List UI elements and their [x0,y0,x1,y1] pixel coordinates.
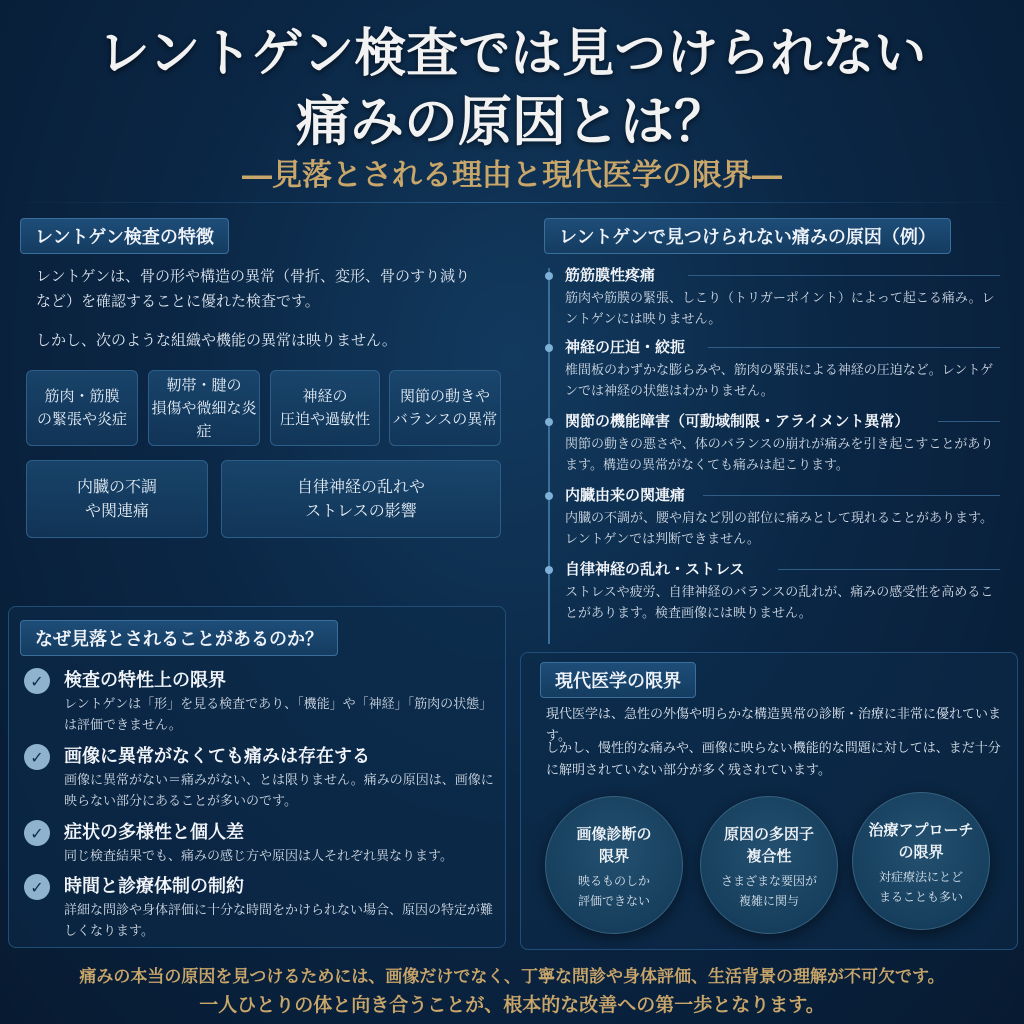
features-note: しかし、次のような組織や機能の異常は映りません。 [36,331,397,349]
bullet-icon [545,344,553,352]
limit-circle-title: 原因の多因子 複合性 [723,825,814,865]
page-title-line-2: 痛みの原因とは？ [296,89,728,153]
footer-line-1: 痛みの本当の原因を見つけるためには、画像だけでなく、丁寧な問診や身体評価、生活背景の理解が不可欠です。 [79,967,945,987]
bullet-icon [545,418,553,426]
causes-timeline [548,268,550,644]
cause-body: 関節の動きの悪さや、体のバランスの崩れが痛みを引き起こすことがあります。構造の異常がなくても痛みは起こります。 [565,437,994,473]
limits-label: 現代医学の限界 [540,662,696,698]
cause-title: 筋筋膜性疼痛 [565,266,656,284]
limit-circle-treatment [852,792,990,930]
cause-title: 内臓由来の関連痛 [565,486,686,504]
check-icon: ✓ [24,874,50,900]
divider [688,275,1000,276]
reason-title: 画像に異常がなくても痛みは存在する [64,746,370,767]
cause-title: 神経の圧迫・絞扼 [565,338,686,356]
divider [703,495,1000,496]
tissue-card-nerve: 神経の 圧迫や過敏性 [270,370,380,446]
cause-body: 筋肉や筋膜の緊張、しこり（トリガーポイント）によって起こる痛み。レントゲンには映りません。 [565,291,995,327]
reasons-label: なぜ見落とされることがあるのか？ [20,620,338,656]
check-icon: ✓ [24,668,50,694]
limit-circle-body: 対症療法にとど まることも多い [878,870,963,904]
limit-circle-title: 治療アプローチ の限界 [868,821,974,861]
cause-body: 椎間板のわずかな膨らみや、筋肉の緊張による神経の圧迫など。レントゲンでは神経の状態はわかりません。 [565,363,994,399]
page-title-line-1: レントゲン検査では見つけられない [97,23,927,84]
cause-body: ストレスや疲労、自律神経のバランスの乱れが、痛みの感受性を高めることがあります。検査画像には映りません。 [565,585,994,621]
divider [778,569,1000,570]
limit-circle-title: 画像診断の 限界 [576,825,652,865]
cause-title: 関節の機能障害（可動域制限・アライメント異常） [565,412,910,430]
reason-body: 同じ検査結果でも、痛みの感じ方や原因は人それぞれ異なります。 [64,849,453,864]
limit-circle-imaging [545,796,683,934]
causes-label: レントゲンで見つけられない痛みの原因（例） [544,218,951,254]
footer-line-2: 一人ひとりの体と向き合うことが、根本的な改善への第一歩となります。 [199,994,825,1016]
cause-body: 内臓の不調が、腰や肩など別の部位に痛みとして現れることがあります。レントゲンでは判断できません。 [565,511,993,547]
limit-circle-body: 映るものしか 評価できない [577,874,650,908]
cause-title: 自律神経の乱れ・ストレス [565,560,745,578]
check-icon: ✓ [24,744,50,770]
limits-paragraph-1: 現代医学は、急性の外傷や明らかな構造異常の診断・治療に非常に優れています。 [546,707,1002,744]
limit-circle-multifactor [700,796,838,934]
divider [708,347,1000,348]
features-label: レントゲン検査の特徴 [20,218,229,254]
divider [938,421,1000,422]
bullet-icon [545,272,553,280]
reason-body: 詳細な問診や身体評価に十分な時間をかけられない場合、原因の特定が難しくなります。 [64,903,494,939]
tissue-card-autonomic: 自律神経の乱れや ストレスの影響 [221,460,501,538]
bullet-icon [545,492,553,500]
tissue-card-ligament: 靭帯・腱の 損傷や微細な炎症 [148,370,260,446]
tissue-card-muscle: 筋肉・筋膜 の緊張や炎症 [26,370,138,446]
limit-circle-body: さまざまな要因が 複雑に関与 [720,874,817,908]
features-intro: レントゲンは、骨の形や構造の異常（骨折、変形、骨のすり減りなど）を確認することに優れた検査です。 [36,267,471,310]
header-divider [0,202,1024,203]
reason-body: レントゲンは「形」を見る検査であり、「機能」や「神経」「筋肉の状態」は評価できません。 [64,697,493,733]
limits-paragraph-2: しかし、慢性的な痛みや、画像に映らない機能的な問題に対しては、まだ十分に解明されていない部分が多く残されています。 [546,741,1001,778]
reason-title: 検査の特性上の限界 [64,670,226,691]
reason-title: 症状の多様性と個人差 [64,822,244,843]
bullet-icon [545,566,553,574]
reason-title: 時間と診療体制の制約 [64,876,244,897]
check-icon: ✓ [24,820,50,846]
page-subtitle: ―見落とされる理由と現代医学の限界― [242,158,782,193]
tissue-card-joint: 関節の動きや バランスの異常 [389,370,501,446]
reason-body: 画像に異常がない＝痛みがない、とは限りません。痛みの原因は、画像に映らない部分にあることが多いのです。 [64,773,494,809]
tissue-card-visceral: 内臓の不調 や関連痛 [26,460,208,538]
